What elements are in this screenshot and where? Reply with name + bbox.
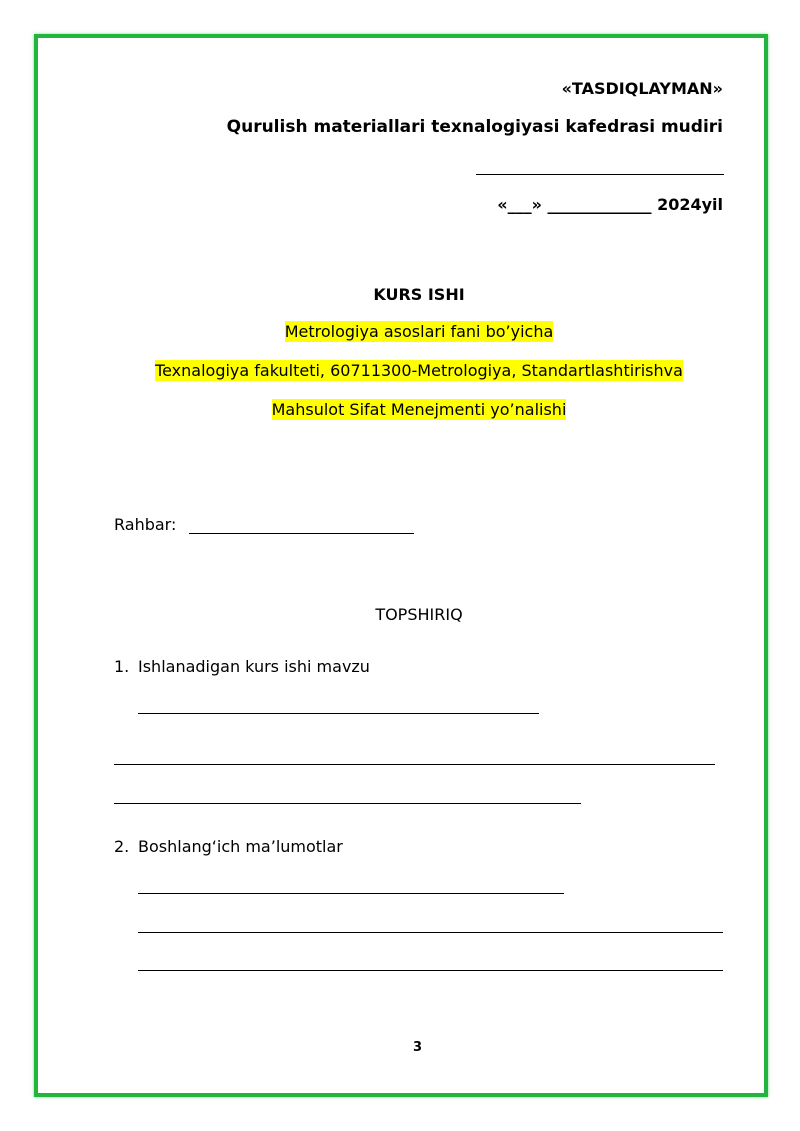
answer-line xyxy=(114,803,581,804)
task-title: TOPSHIRIQ xyxy=(375,605,463,624)
approval-position: Qurulish materiallari texnalogiyasi kafedrasi mudiri xyxy=(226,117,723,137)
signature-line xyxy=(476,174,724,175)
faculty-line xyxy=(0,361,800,380)
answer-line xyxy=(138,893,564,894)
task-item-1-text: Ishlanadigan kurs ishi mavzu xyxy=(138,657,370,676)
approval-title: «TASDIQLAYMAN» xyxy=(561,79,723,98)
task-item-2-number: 2. xyxy=(114,837,130,856)
answer-line xyxy=(138,970,723,971)
subject-text: Metrologiya asoslari fani bo’yicha xyxy=(284,322,554,341)
document-title: KURS ISHI xyxy=(373,285,465,304)
answer-line xyxy=(114,764,715,765)
direction-text: Mahsulot Sifat Menejmenti yo’nalishi xyxy=(271,400,567,419)
faculty-text: Texnalogiya fakulteti, 60711300-Metrologiya, Standartlashtirishva xyxy=(155,361,683,380)
approval-date xyxy=(380,195,723,214)
supervisor-line xyxy=(189,533,414,534)
task-item-2-text: Boshlang‘ich ma’lumotlar xyxy=(138,837,343,856)
answer-line xyxy=(138,713,539,714)
direction-line xyxy=(0,400,800,419)
answer-line xyxy=(138,932,723,933)
page-border xyxy=(34,34,768,1097)
date-blank: «___» _____________ xyxy=(497,195,652,214)
task-item-1-number: 1. xyxy=(114,657,130,676)
supervisor-label: Rahbar: xyxy=(114,515,177,534)
page-number: 3 xyxy=(412,1040,423,1055)
approval-year: 2024yil xyxy=(657,195,723,214)
subject-line xyxy=(0,322,800,341)
